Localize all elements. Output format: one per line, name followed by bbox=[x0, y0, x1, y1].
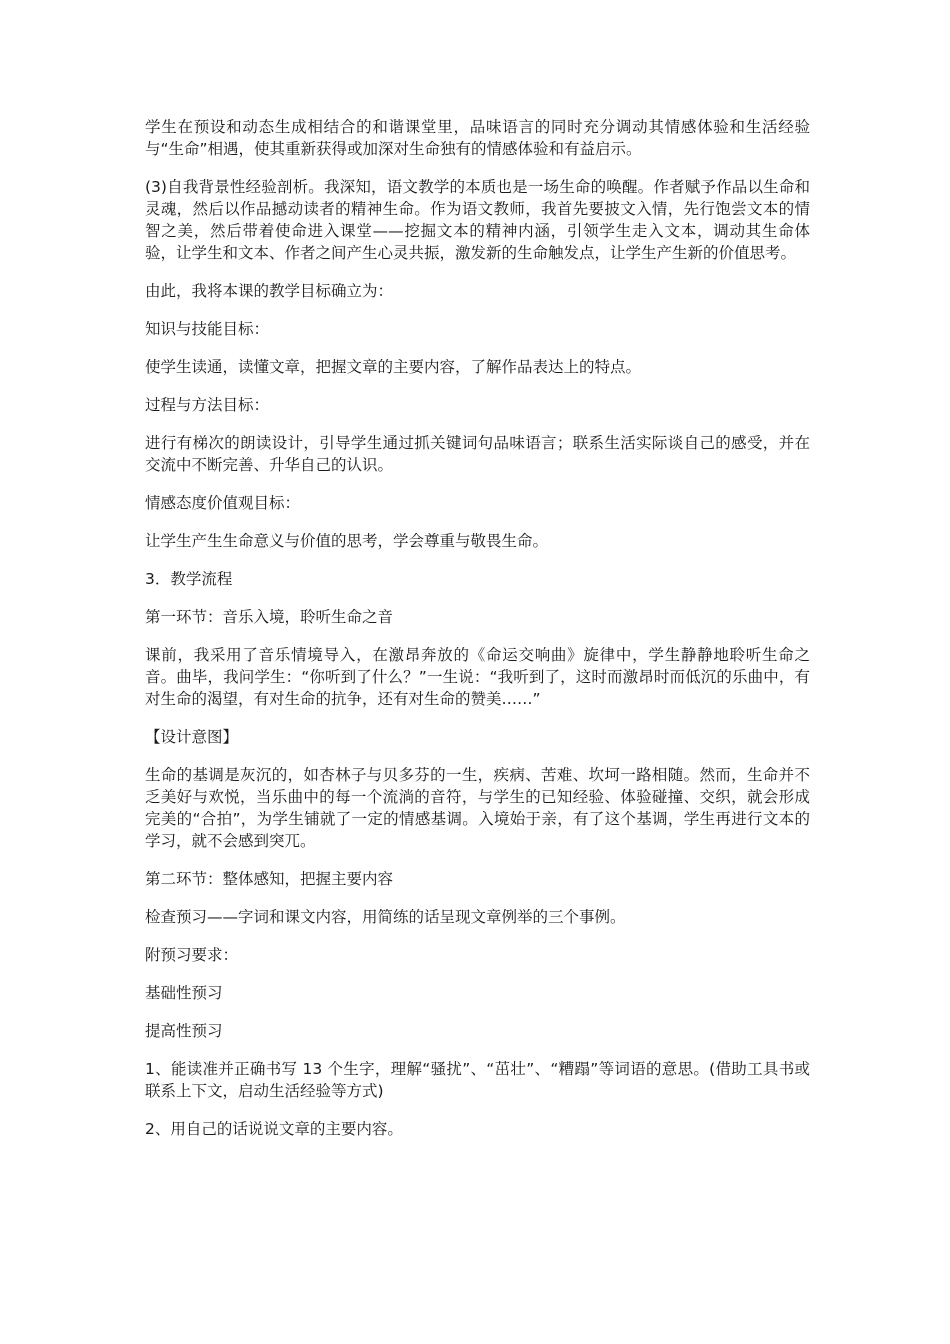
paragraph: 让学生产生生命意义与价值的思考，学会尊重与敬畏生命。 bbox=[145, 532, 549, 550]
heading-emotion-goal: 情感态度价值观目标： bbox=[145, 494, 301, 512]
paragraph: 课前，我采用了音乐情境导入，在激昂奔放的《命运交响曲》旋律中，学生静静地聆听生命之音。曲毕，我问学生：“你听到了什么？”一生说：“我听到了，这时而激昂时而低沉的乐曲中，有对生命的渴望，有对生命的抗争，还有对生命的赞美……” bbox=[145, 646, 810, 708]
paragraph: 进行有梯次的朗读设计，引导学生通过抓关键词句品味语言；联系生活实际谈自己的感受，并在交流中不断完善、升华自己的认识。 bbox=[145, 434, 810, 474]
list-item-advanced-preview: 提高性预习 bbox=[145, 1022, 223, 1040]
list-item-numbered: 2、用自己的话说说文章的主要内容。 bbox=[145, 1120, 403, 1138]
list-item-basic-preview: 基础性预习 bbox=[145, 984, 223, 1002]
section-heading-teaching-process: 3．教学流程 bbox=[145, 570, 233, 588]
heading-process-goal: 过程与方法目标： bbox=[145, 396, 270, 414]
heading-stage-one: 第一环节：音乐入境，聆听生命之音 bbox=[145, 608, 394, 626]
heading-knowledge-goal: 知识与技能目标： bbox=[145, 320, 270, 338]
document-page bbox=[145, 116, 810, 1156]
list-item-numbered: 1、能读准并正确书写 13 个生字，理解“骚扰”、“茁壮”、“糟蹋”等词语的意思。(借助工具书或联系上下文，启动生活经验等方式) bbox=[145, 1060, 810, 1100]
paragraph: 检查预习——字词和课文内容，用简练的话呈现文章例举的三个事例。 bbox=[145, 908, 626, 926]
heading-design-intent: 【设计意图】 bbox=[145, 728, 239, 746]
paragraph: 生命的基调是灰沉的，如杏林子与贝多芬的一生，疾病、苦难、坎坷一路相随。然而，生命并不乏美好与欢悦，当乐曲中的每一个流淌的音符，与学生的已知经验、体验碰撞、交织，就会形成完美的“合拍”，为学生铺就了一定的情感基调。入境始于亲，有了这个基调，学生再进行文本的学习，就不会感到突兀。 bbox=[145, 766, 810, 850]
heading-preview-requirements: 附预习要求： bbox=[145, 946, 239, 964]
paragraph: 学生在预设和动态生成相结合的和谐课堂里，品味语言的同时充分调动其情感体验和生活经验与“生命”相遇，使其重新获得或加深对生命独有的情感体验和有益启示。 bbox=[145, 118, 810, 158]
paragraph: 由此，我将本课的教学目标确立为： bbox=[145, 282, 394, 300]
paragraph: (3)自我背景性经验剖析。我深知，语文教学的本质也是一场生命的唤醒。作者赋予作品以生命和灵魂，然后以作品撼动读者的精神生命。作为语文教师，我首先要披文入情，先行饱尝文本的情智之美，然后带着使命进入课堂——挖掘文本的精神内涵，引领学生走入文本，调动其生命体验，让学生和文本、作者之间产生心灵共振，激发新的生命触发点，让学生产生新的价值思考。 bbox=[145, 178, 810, 262]
paragraph: 使学生读通，读懂文章，把握文章的主要内容，了解作品表达上的特点。 bbox=[145, 358, 642, 376]
heading-stage-two: 第二环节：整体感知，把握主要内容 bbox=[145, 870, 394, 888]
